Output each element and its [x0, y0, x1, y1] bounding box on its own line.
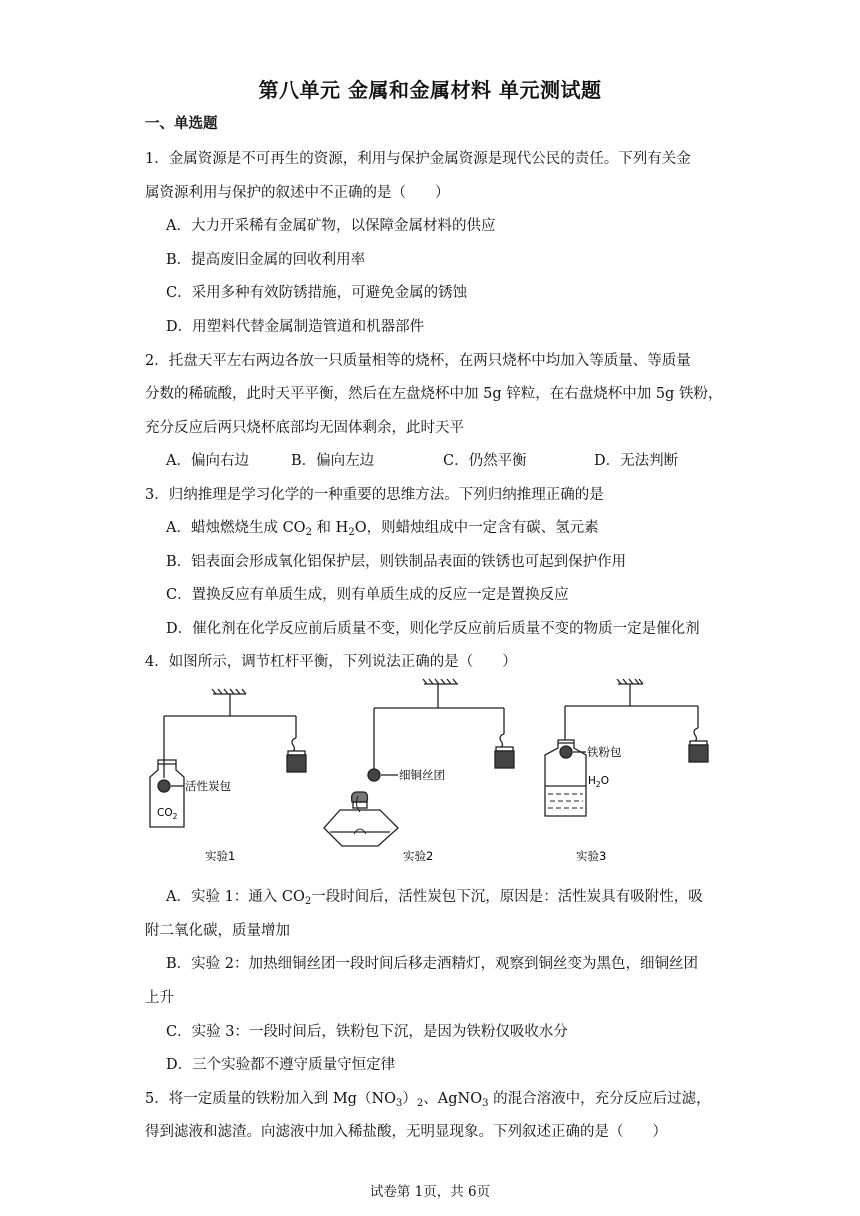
q4-option-c: C．实验 3：一段时间后，铁粉包下沉，是因为铁粉仅吸收水分: [166, 1024, 568, 1040]
svg-text:H2O: $H_2O$: [588, 775, 609, 789]
q3-option-d: D．催化剂在化学反应前后质量不变，则化学反应前后质量不变的物质一定是催化剂: [166, 621, 700, 637]
page-footer: 试卷第 1页，共 6页: [369, 1184, 491, 1200]
fig1-label: 活性炭包: [185, 779, 231, 793]
q4-option-a: A．实验 1：通入 $CO_2$一段时间后，活性炭包下沉，原因是：活性炭具有吸附性，吸: [166, 889, 703, 907]
q2-option-b: B．偏向左边: [291, 453, 375, 469]
q4-option-b-cont: 上升: [145, 990, 174, 1006]
q2-stem-line2: 分数的稀硫酸，此时天平平衡，然后在左盘烧杯中加 5g 锌粒，在右盘烧杯中加 5g 铁粉，: [145, 386, 723, 402]
fig3-label: 铁粉包: [587, 745, 622, 759]
fig2-label: 细铜丝团: [399, 768, 445, 782]
fig1-caption: 实验1: [205, 849, 236, 863]
q3-option-a: A．蜡烛燃烧生成 $CO_2$ 和 $H_2O$，则蜡烛组成中一定含有碳、氢元素: [166, 520, 599, 538]
q2-option-a: A．偏向右边: [166, 453, 249, 469]
q1-option-c: C．采用多种有效防锈措施，可避免金属的锈蚀: [166, 285, 468, 301]
section-heading: 一、单选题: [145, 116, 218, 132]
q4-option-a-cont: 附二氧化碳，质量增加: [145, 923, 290, 939]
q1-option-d: D．用塑料代替金属制造管道和机器部件: [166, 319, 425, 335]
svg-text:CO2: $CO_2$: [157, 807, 178, 821]
q4-stem: 4．如图所示，调节杠杆平衡，下列说法正确的是（ ）: [145, 654, 517, 670]
q2-option-d: D．无法判断: [594, 453, 679, 469]
q4-figure: [140, 676, 740, 872]
q1-option-b: B．提高废旧金属的回收利用率: [166, 252, 366, 268]
q1-stem-line2: 属资源利用与保护的叙述中不正确的是（ ）: [145, 185, 450, 201]
q3-stem: 3．归纳推理是学习化学的一种重要的思维方法。下列归纳推理正确的是: [145, 487, 604, 503]
q2-stem-line1: 2．托盘天平左右两边各放一只质量相等的烧杯，在两只烧杯中均加入等质量、等质量: [145, 353, 691, 369]
q5-stem-line2: 得到滤液和滤渣。向滤液中加入稀盐酸，无明显现象。下列叙述正确的是（ ）: [145, 1124, 667, 1140]
page-title: 第八单元 金属和金属材料 单元测试题: [258, 78, 602, 102]
q3-option-c: C．置换反应有单质生成，则有单质生成的反应一定是置换反应: [166, 587, 569, 603]
fig2-caption: 实验2: [403, 849, 434, 863]
q3-option-b: B．铝表面会形成氧化铝保护层，则铁制品表面的铁锈也可起到保护作用: [166, 554, 627, 570]
q2-stem-line3: 充分反应后两只烧杯底部均无固体剩余，此时天平: [145, 420, 464, 436]
q5-stem-line1: 5．将一定质量的铁粉加入到 $Mg(NO_3)_2$、AgNO$_3$ 的混合溶液中，充分反应后过滤，: [145, 1091, 711, 1109]
q2-option-c: C．仍然平衡: [443, 453, 527, 469]
fig3-caption: 实验3: [576, 849, 607, 863]
q4-option-b: B．实验 2：加热细铜丝团一段时间后移走酒精灯，观察到铜丝变为黑色，细铜丝团: [166, 956, 698, 972]
q1-stem-line1: 1．金属资源是不可再生的资源，利用与保护金属资源是现代公民的责任。下列有关金: [145, 151, 691, 167]
q4-option-d: D．三个实验都不遵守质量守恒定律: [166, 1057, 396, 1073]
q1-option-a: A．大力开采稀有金属矿物，以保障金属材料的供应: [166, 218, 496, 234]
